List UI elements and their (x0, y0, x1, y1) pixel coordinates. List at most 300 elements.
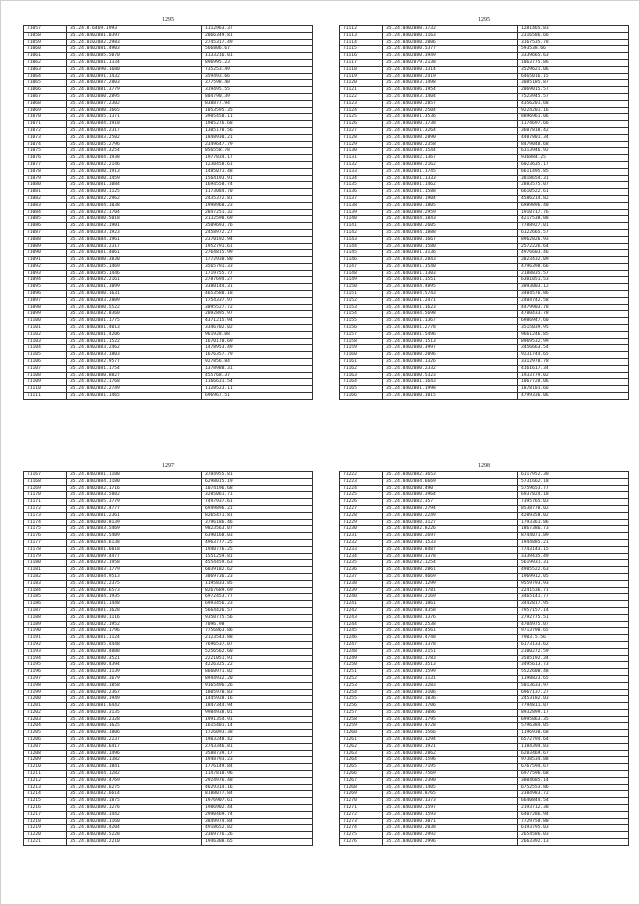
row-id-cell: 71093 (24, 270, 67, 277)
value-cell: 1166631.54 (202, 379, 313, 386)
point-code-cell: 35.24.0402081.1754 (67, 365, 202, 372)
row-id-cell: 71062 (24, 59, 67, 66)
coordinate-table (339, 471, 629, 846)
table-row (340, 100, 629, 107)
point-code-cell: 35.24.0402080.3949 (383, 53, 518, 60)
row-id-cell: 71214 (24, 791, 67, 798)
point-code-cell: 35.24.0402082.8360 (67, 311, 202, 318)
table-row (340, 223, 629, 230)
point-code-cell: 35.24.0402084.1961 (67, 236, 202, 243)
value-cell: 1719755.77 (202, 270, 313, 277)
row-id-cell: 71228 (340, 512, 383, 519)
value-cell: 6949896.21 (202, 505, 313, 512)
table-row (340, 134, 629, 141)
row-id-cell: 71177 (24, 539, 67, 546)
table-row (340, 270, 629, 277)
row-id-cell: 71148 (340, 270, 383, 277)
row-id-cell: 71151 (340, 291, 383, 298)
point-code-cell: 35.24.8.6469.1993 (67, 26, 202, 33)
point-code-cell: 35.24.0402080.1631 (67, 291, 202, 298)
row-id-cell: 71223 (340, 478, 383, 485)
point-code-cell: 35.24.0402080.1299 (383, 580, 518, 587)
row-id-cell: 71119 (340, 73, 383, 80)
point-code-cell: 35.24.0402080.1580 (383, 243, 518, 250)
value-cell: 936884.25 (518, 155, 629, 162)
value-cell: 3515039.95 (518, 325, 629, 332)
point-code-cell: 35.24.0402080.1376 (383, 614, 518, 621)
point-code-cell: 35.24.0402083.5882 (67, 492, 202, 499)
table-row (24, 127, 313, 134)
table-row (24, 818, 313, 825)
row-id-cell: 71198 (24, 682, 67, 689)
point-code-cell: 35.24.0402081.1084 (67, 182, 202, 189)
row-id-cell: 71141 (340, 223, 383, 230)
row-id-cell: 71073 (24, 134, 67, 141)
value-cell: 8660971.02 (202, 669, 313, 676)
point-code-cell: 35.24.0402081.4013 (67, 325, 202, 332)
value-cell: 1910717.76 (518, 209, 629, 216)
point-code-cell: 35.24.0402080.1442 (67, 811, 202, 818)
point-code-cell: 35.24.0402083.5469 (67, 526, 202, 533)
value-cell: 2572226.64 (518, 243, 629, 250)
row-id-cell: 71217 (24, 811, 67, 818)
value-cell: 1485071.48 (202, 168, 313, 175)
point-code-cell: 35.24.0402080.1125 (67, 189, 202, 196)
table-row (24, 331, 313, 338)
table-row (340, 26, 629, 33)
row-id-cell: 71113 (340, 32, 383, 39)
row-id-cell: 71068 (24, 100, 67, 107)
value-cell: 3456663.54 (518, 345, 629, 352)
row-id-cell: 71231 (340, 533, 383, 540)
point-code-cell: 35.24.0402081.5496 (383, 331, 518, 338)
point-code-cell: 35.24.0402081.4903 (67, 46, 202, 53)
point-code-cell: 35.24.0402082.2749 (67, 386, 202, 393)
value-cell: 8932899.17 (518, 709, 629, 716)
point-code-cell: 35.24.0402081.1333 (383, 175, 518, 182)
point-code-cell: 35.24.0402083.1779 (67, 567, 202, 574)
point-code-cell: 35.24.0402084.6669 (383, 478, 518, 485)
value-cell: 6611495.85 (518, 168, 629, 175)
table-row (24, 59, 313, 66)
point-code-cell: 35.24.0402081.1334 (67, 59, 202, 66)
table-row (24, 53, 313, 60)
row-id-cell: 71105 (24, 352, 67, 359)
table-row (340, 601, 629, 608)
row-id-cell: 71212 (24, 777, 67, 784)
row-id-cell: 71208 (24, 750, 67, 757)
value-cell: 8896961.06 (518, 114, 629, 121)
table-row (24, 386, 313, 393)
row-id-cell: 71234 (340, 553, 383, 560)
row-id-cell: 71166 (340, 393, 383, 400)
point-code-cell: 35.24.0402080.1405 (383, 784, 518, 791)
row-id-cell: 71103 (24, 338, 67, 345)
value-cell: 804790.39 (202, 93, 313, 100)
value-cell: 3023432.09 (518, 257, 629, 264)
value-cell: 6117952.30 (518, 472, 629, 479)
table-row (24, 628, 313, 635)
point-code-cell: 35.24.0402085.5070 (67, 53, 202, 60)
point-code-cell: 35.24.0402080.2895 (67, 93, 202, 100)
value-cell: 8744071.89 (518, 533, 629, 540)
value-cell: 4371215.94 (202, 318, 313, 325)
table-row (340, 216, 629, 223)
point-code-cell: 35.24.0402084.3254 (67, 148, 202, 155)
row-id-cell: 71270 (340, 798, 383, 805)
row-id-cell: 71273 (340, 818, 383, 825)
row-id-cell: 71272 (340, 811, 383, 818)
point-code-cell: 35.24.0402080.3964 (383, 492, 518, 499)
row-id-cell: 71067 (24, 93, 67, 100)
table-row (340, 168, 629, 175)
table-row (340, 46, 629, 53)
value-cell: 9231744.65 (518, 352, 629, 359)
row-id-cell: 71135 (340, 182, 383, 189)
point-code-cell: 35.24.0402080.1667 (383, 236, 518, 243)
point-code-cell: 35.24.0402080.1596 (383, 757, 518, 764)
point-code-cell: 35.24.0402080.1679 (67, 675, 202, 682)
table-row (24, 737, 313, 744)
value-cell: 4586214.82 (518, 195, 629, 202)
table-row (24, 526, 313, 533)
table-row (340, 277, 629, 284)
point-code-cell: 35.24.0402086.1954 (383, 87, 518, 94)
value-cell: 6967137.27 (518, 689, 629, 696)
table-row (24, 485, 313, 492)
point-code-cell: 35.24.0402080.1625 (67, 723, 202, 730)
point-code-cell: 35.24.0402080.8139 (67, 519, 202, 526)
row-id-cell: 71069 (24, 107, 67, 114)
value-cell: 2123543.88 (202, 635, 313, 642)
value-cell: 1867386.73 (518, 526, 629, 533)
value-cell: 1998968.23 (202, 202, 313, 209)
value-cell: 3285061.71 (202, 492, 313, 499)
point-code-cell: 35.24.0402081.1998 (383, 386, 518, 393)
value-cell: 9823563.07 (202, 526, 313, 533)
point-code-cell: 35.24.0402080.2890 (383, 134, 518, 141)
value-cell: 6752553.86 (518, 784, 629, 791)
value-cell: 8538778.02 (518, 505, 629, 512)
value-cell: 5619931.31 (518, 560, 629, 567)
point-code-cell: 35.24.0102082.2983 (67, 39, 202, 46)
value-cell: 4554459.63 (202, 560, 313, 567)
point-code-cell: 35.24.0402082.2146 (67, 161, 202, 168)
value-cell: 6610522.61 (518, 189, 629, 196)
point-code-cell: 35.24.0402079.2138 (383, 59, 518, 66)
point-code-cell: 35.24.0402080.2390 (383, 777, 518, 784)
row-id-cell: 71169 (24, 485, 67, 492)
table-row (24, 573, 313, 580)
value-cell: 8188077.84 (202, 791, 313, 798)
table-row (340, 209, 629, 216)
row-id-cell: 71262 (340, 743, 383, 750)
value-cell: 1940776.25 (202, 546, 313, 553)
row-id-cell: 71250 (340, 662, 383, 669)
row-id-cell: 71238 (340, 580, 383, 587)
point-code-cell: 35.24.0402080.3086 (383, 709, 518, 716)
row-id-cell: 71248 (340, 648, 383, 655)
row-id-cell: 71122 (340, 93, 383, 100)
value-cell: 1305170.56 (202, 127, 313, 134)
table-row (340, 189, 629, 196)
row-id-cell: 71136 (340, 189, 383, 196)
point-code-cell: 35.24.0402080.490 (383, 485, 518, 492)
table-row (340, 250, 629, 257)
row-id-cell: 71152 (340, 297, 383, 304)
row-id-cell: 71096 (24, 291, 67, 298)
value-cell: 1754337.97 (202, 297, 313, 304)
value-cell: 9738534.88 (518, 757, 629, 764)
table-row (340, 669, 629, 676)
row-id-cell: 71229 (340, 519, 383, 526)
row-id-cell: 71195 (24, 662, 67, 669)
row-id-cell: 71221 (24, 839, 67, 846)
page-number: 1298 (478, 463, 490, 469)
value-cell: 3804685.14 (518, 777, 629, 784)
value-cell: 2132590.69 (202, 216, 313, 223)
row-id-cell: 71263 (340, 750, 383, 757)
table-row (24, 202, 313, 209)
row-id-cell: 71157 (340, 331, 383, 338)
value-cell: 1676357.79 (202, 352, 313, 359)
row-id-cell: 71101 (24, 325, 67, 332)
row-id-cell: 71086 (24, 223, 67, 230)
value-cell: 3495613.73 (518, 662, 629, 669)
value-cell: 1903248.42 (202, 737, 313, 744)
value-cell: 1184394.83 (518, 743, 629, 750)
point-code-cell: 35.24.0402080.1599 (383, 669, 518, 676)
row-id-cell: 71276 (340, 839, 383, 846)
value-cell: 3380144.31 (202, 284, 313, 291)
row-id-cell: 71224 (340, 485, 383, 492)
table-row (24, 478, 313, 485)
table-row (24, 359, 313, 366)
value-cell: 1195833.85 (202, 580, 313, 587)
table-row (340, 141, 629, 148)
point-code-cell: 35.24.0402085.1446 (67, 270, 202, 277)
row-id-cell: 71207 (24, 743, 67, 750)
value-cell: 1551259.81 (202, 553, 313, 560)
table-row (24, 291, 313, 298)
point-code-cell: 35.24.0402080.2862 (383, 750, 518, 757)
value-cell: 735253.49 (202, 66, 313, 73)
table-row (340, 805, 629, 812)
table-row (24, 223, 313, 230)
point-code-cell: 35.24.0402080.1533 (383, 539, 518, 546)
row-id-cell: 71265 (340, 764, 383, 771)
table-row (24, 472, 313, 479)
table-row (24, 352, 313, 359)
table-row (340, 485, 629, 492)
value-cell: 4780433.78 (518, 311, 629, 318)
row-id-cell: 71240 (340, 594, 383, 601)
row-id-cell: 71114 (340, 39, 383, 46)
row-id-cell: 71232 (340, 539, 383, 546)
table-row (24, 250, 313, 257)
point-code-cell: 35.24.0402082.1254 (383, 560, 518, 567)
point-code-cell: 35.24.0402080.1858 (67, 682, 202, 689)
table-row (340, 641, 629, 648)
row-id-cell: 71087 (24, 229, 67, 236)
table-row (340, 818, 629, 825)
table-row (340, 386, 629, 393)
value-cell: 4209358.02 (518, 512, 629, 519)
table-row (340, 567, 629, 574)
value-cell: 1946308.65 (202, 839, 313, 846)
value-cell: 2883575.07 (518, 182, 629, 189)
point-code-cell: 35.24.0402080.3830 (67, 257, 202, 264)
row-id-cell: 71172 (24, 505, 67, 512)
table-row (340, 730, 629, 737)
value-cell: 1230458.61 (202, 161, 313, 168)
value-cell: 1067728.06 (518, 379, 629, 386)
row-id-cell: 71111 (24, 393, 67, 400)
table-row (340, 539, 629, 546)
value-cell: 2663392.13 (518, 839, 629, 846)
point-code-cell: 35.24.0402080.4769 (67, 777, 202, 784)
value-cell: 6977596.68 (518, 771, 629, 778)
value-cell: 1670170.69 (202, 338, 313, 345)
value-cell: 6993456.23 (202, 601, 313, 608)
point-code-cell: 35.24.0402080.1036 (383, 696, 518, 703)
point-code-cell: 35.24.0402080.7195 (383, 764, 518, 771)
row-id-cell: 71188 (24, 614, 67, 621)
point-code-cell: 35.24.0402080.1796 (67, 628, 202, 635)
row-id-cell: 71253 (340, 682, 383, 689)
point-code-cell: 35.24.0402080.8487 (383, 546, 518, 553)
table-row (24, 791, 313, 798)
point-code-cell: 35.24.0402080.2162 (383, 161, 518, 168)
value-cell: 1147810.96 (202, 771, 313, 778)
point-code-cell: 35.24.0402081.1448 (67, 601, 202, 608)
row-id-cell: 71233 (340, 546, 383, 553)
point-code-cell: 35.24.0402082.1901 (67, 223, 202, 230)
row-id-cell: 71213 (24, 784, 67, 791)
value-cell: 2066349.81 (202, 32, 313, 39)
point-code-cell: 35.24.0402080.4888 (67, 648, 202, 655)
point-code-cell: 35.24.0402080.1597 (383, 805, 518, 812)
row-id-cell: 71249 (340, 655, 383, 662)
value-cell: 593538.66 (518, 46, 629, 53)
table-row (340, 297, 629, 304)
row-id-cell: 71245 (340, 628, 383, 635)
table-row (24, 182, 313, 189)
point-code-cell: 35.24.0402084.1935 (67, 594, 202, 601)
row-id-cell: 71243 (340, 614, 383, 621)
value-cell: 3565791.33 (202, 263, 313, 270)
value-cell: 9224201.16 (518, 107, 629, 114)
row-id-cell: 71196 (24, 669, 67, 676)
point-code-cell: 35.24.0402080.1496 (67, 750, 202, 757)
table-row (24, 641, 313, 648)
row-id-cell: 71203 (24, 716, 67, 723)
point-code-cell: 35.24.0402084.1938 (67, 155, 202, 162)
value-cell: 455768.37 (202, 372, 313, 379)
point-code-cell: 35.24.0402082.2375 (67, 580, 202, 587)
point-code-cell: 35.24.0402080.1665 (67, 107, 202, 114)
value-cell: 3796186.46 (202, 519, 313, 526)
row-id-cell: 71269 (340, 791, 383, 798)
row-id-cell: 71063 (24, 66, 67, 73)
value-cell: 1772930.80 (202, 257, 313, 264)
row-id-cell: 71072 (24, 127, 67, 134)
point-code-cell: 35.24.0402080.3106 (383, 689, 518, 696)
row-id-cell: 71192 (24, 641, 67, 648)
point-code-cell: 35.24.0402080.4358 (383, 607, 518, 614)
page-number: 1295 (478, 17, 490, 23)
row-id-cell: 71165 (340, 386, 383, 393)
row-id-cell: 71201 (24, 703, 67, 710)
row-id-cell: 71076 (24, 155, 67, 162)
value-cell: 9559793.93 (518, 580, 629, 587)
table-row (24, 805, 313, 812)
row-id-cell: 71210 (24, 764, 67, 771)
row-id-cell: 71218 (24, 818, 67, 825)
row-id-cell: 71156 (340, 325, 383, 332)
value-cell: 6972453.77 (202, 594, 313, 601)
row-id-cell: 71145 (340, 250, 383, 257)
table-row (24, 662, 313, 669)
value-cell: 4407801.34 (518, 134, 629, 141)
point-code-cell: 35.24.0402084.9513 (67, 573, 202, 580)
point-code-cell: 35.24.0402080.8827 (67, 372, 202, 379)
table-row (340, 148, 629, 155)
row-id-cell: 71060 (24, 46, 67, 53)
point-code-cell: 35.24.0402080.4669 (383, 573, 518, 580)
value-cell: 6298015.19 (202, 478, 313, 485)
value-cell: 1976907.61 (202, 798, 313, 805)
row-id-cell: 71065 (24, 80, 67, 87)
table-row (340, 338, 629, 345)
row-id-cell: 71154 (340, 311, 383, 318)
point-code-cell: 35.24.0402080.1015 (383, 393, 518, 400)
value-cell: 2069015.57 (518, 87, 629, 94)
value-cell: 3339665.63 (518, 53, 629, 60)
table-row (24, 533, 313, 540)
point-code-cell: 35.24.0402082.3653 (383, 472, 518, 479)
point-code-cell: 35.24.0402080.5018 (67, 216, 202, 223)
row-id-cell: 71095 (24, 284, 67, 291)
table-row (24, 345, 313, 352)
value-cell: 5013633.97 (518, 682, 629, 689)
point-code-cell: 35.24.0402082.1716 (67, 485, 202, 492)
value-cell: 6407286.94 (518, 811, 629, 818)
value-cell: 1564193.91 (202, 175, 313, 182)
value-cell: 7395765.03 (518, 499, 629, 506)
table-row (340, 311, 629, 318)
value-cell: 1445928.16 (202, 696, 313, 703)
page-number: 1295 (162, 17, 174, 23)
value-cell: 1196930.68 (518, 730, 629, 737)
table-row (24, 257, 313, 264)
row-id-cell: 71121 (340, 87, 383, 94)
value-cell: 1074196.68 (202, 485, 313, 492)
table-row (24, 669, 313, 676)
row-id-cell: 71258 (340, 716, 383, 723)
point-code-cell: 35.24.0402081.1643 (383, 379, 518, 386)
point-code-cell: 35.24.0402080.3997 (383, 345, 518, 352)
value-cell: 2404742.58 (518, 297, 629, 304)
point-code-cell: 35.24.0402080.2857 (383, 100, 518, 107)
row-id-cell: 71064 (24, 73, 67, 80)
point-code-cell: 35.24.0402081.3136 (383, 250, 518, 257)
point-code-cell: 35.24.0402080.1806 (67, 730, 202, 737)
value-cell: 1112963.37 (202, 26, 313, 33)
row-id-cell: 71100 (24, 318, 67, 325)
value-cell: 1726093.38 (202, 730, 313, 737)
table-row (340, 648, 629, 655)
